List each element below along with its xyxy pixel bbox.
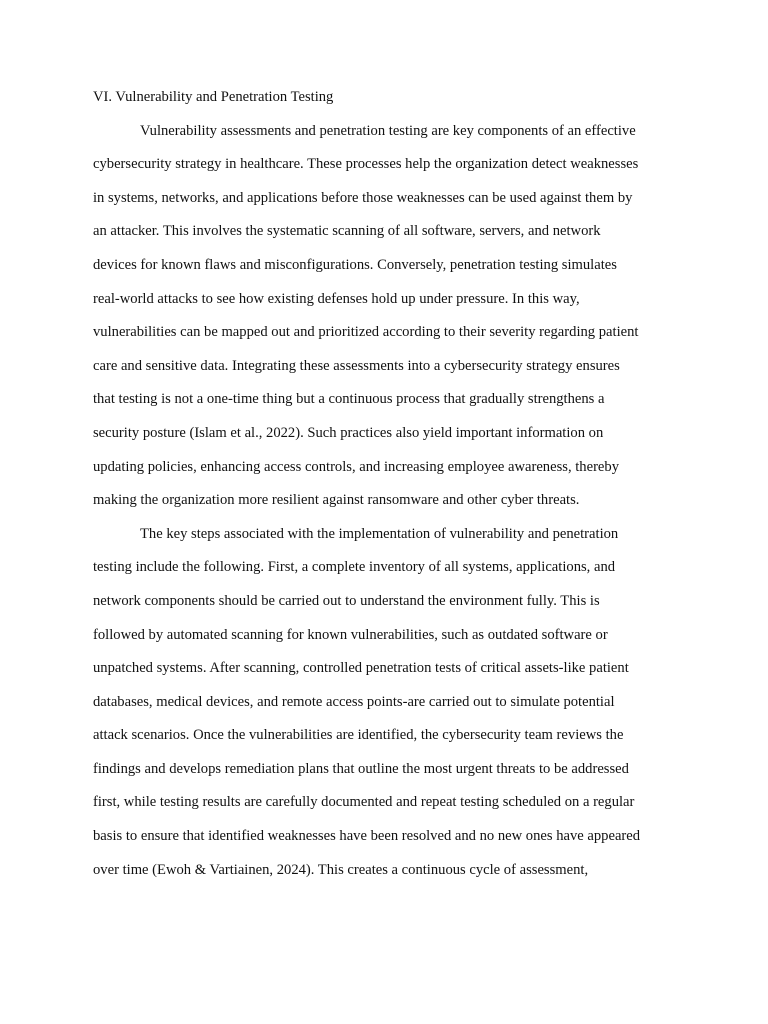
paragraph-line: databases, medical devices, and remote access points-are carried out to simulate potential xyxy=(93,693,615,710)
paragraph-line: an attacker. This involves the systematic scanning of all software, servers, and network xyxy=(93,223,601,240)
paragraph-line: Vulnerability assessments and penetration testing are key components of an effective xyxy=(140,122,636,139)
heading-spacing xyxy=(93,108,675,120)
paragraph-line: network components should be carried out to understand the environment fully. This is xyxy=(93,592,600,609)
section-heading: VI. Vulnerability and Penetration Testing xyxy=(93,89,334,105)
paragraph-line: care and sensitive data. Integrating these assessments into a cybersecurity strategy ensures xyxy=(93,357,620,374)
paragraph-line: first, while testing results are carefully documented and repeat testing scheduled on a regular xyxy=(93,794,635,811)
paragraph-vulnerability-assessments xyxy=(93,120,675,523)
paragraph-line: cybersecurity strategy in healthcare. These processes help the organization detect weaknesses xyxy=(93,156,639,173)
paragraph-line: testing include the following. First, a complete inventory of all systems, applications, and xyxy=(93,559,616,576)
paragraph-line: security posture (Islam et al., 2022). Such practices also yield important information on xyxy=(93,424,604,441)
paragraph-line: over time (Ewoh & Vartiainen, 2024). This creates a continuous cycle of assessment, xyxy=(93,861,589,878)
paragraph-line: followed by automated scanning for known vulnerabilities, such as outdated software or xyxy=(93,626,608,643)
paragraph-implementation-steps xyxy=(93,523,675,893)
paragraph-line: The key steps associated with the implementation of vulnerability and penetration xyxy=(140,525,619,542)
paragraph-line: updating policies, enhancing access controls, and increasing employee awareness, thereby xyxy=(93,458,619,475)
paragraph-line: attack scenarios. Once the vulnerabilities are identified, the cybersecurity team reviews the xyxy=(93,727,624,744)
paragraph-line: devices for known flaws and misconfigurations. Conversely, penetration testing simulates xyxy=(93,256,617,273)
paragraph-line: findings and develops remediation plans that outline the most urgent threats to be addressed xyxy=(93,760,629,777)
paragraph-line: making the organization more resilient against ransomware and other cyber threats. xyxy=(93,492,580,509)
paragraph-line: vulnerabilities can be mapped out and prioritized according to their severity regarding patient xyxy=(93,324,639,341)
paragraph-line: basis to ensure that identified weaknesses have been resolved and no new ones have appeared xyxy=(93,828,641,845)
paragraph-line: that testing is not a one-time thing but a continuous process that gradually strengthens a xyxy=(93,391,605,408)
document-body xyxy=(93,86,675,892)
paragraph-line: unpatched systems. After scanning, controlled penetration tests of critical assets-like patient xyxy=(93,660,629,677)
paragraph-line: real-world attacks to see how existing defenses hold up under pressure. In this way, xyxy=(93,290,580,307)
paragraph-line: in systems, networks, and applications before those weaknesses can be used against them by xyxy=(93,189,633,206)
